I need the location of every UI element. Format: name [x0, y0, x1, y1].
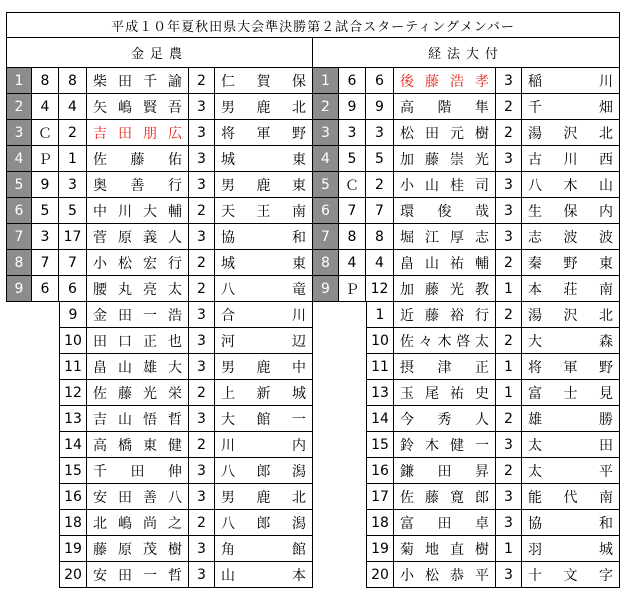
player-name: 中 川 大 輔 — [87, 198, 189, 224]
batting-order: 3 — [313, 120, 339, 146]
position: 9 — [339, 94, 366, 120]
grade: 3 — [189, 302, 215, 328]
player-name: 佐 々 木 啓 太 — [394, 328, 496, 354]
player-name: 藤 原 茂 樹 — [87, 536, 189, 562]
batting-order: 8 — [313, 250, 339, 276]
school-name: 太 田 — [522, 432, 620, 458]
batting-order: 2 — [313, 94, 339, 120]
position: 7 — [32, 250, 59, 276]
grade: 3 — [189, 94, 215, 120]
grade: 2 — [189, 250, 215, 276]
uniform-number: 15 — [59, 458, 87, 484]
player-name: 堀 江 厚 志 — [394, 224, 496, 250]
grade: 2 — [189, 380, 215, 406]
player-name: 富 田 卓 — [394, 510, 496, 536]
uniform-number: 13 — [59, 406, 87, 432]
uniform-number: 9 — [59, 302, 87, 328]
grade: 3 — [189, 562, 215, 588]
uniform-number: 18 — [59, 510, 87, 536]
batting-order: 5 — [6, 172, 32, 198]
grade: 3 — [189, 536, 215, 562]
grade: 2 — [496, 406, 522, 432]
player-name: 佐 藤 光 栄 — [87, 380, 189, 406]
player-name: 松 田 元 樹 — [394, 120, 496, 146]
uniform-number: 20 — [366, 562, 394, 588]
player-name: 菊 地 直 樹 — [394, 536, 496, 562]
player-name: 小 松 恭 平 — [394, 562, 496, 588]
player-name: 加 藤 崇 光 — [394, 146, 496, 172]
batting-order: 3 — [6, 120, 32, 146]
player-name: 摂 津 正 — [394, 354, 496, 380]
school-name: 羽 城 — [522, 536, 620, 562]
school-name: 八 竜 — [215, 276, 313, 302]
school-name: 大 館 一 — [215, 406, 313, 432]
school-name: 大 森 — [522, 328, 620, 354]
batting-order: 6 — [6, 198, 32, 224]
grade: 3 — [189, 224, 215, 250]
school-name: 将 軍 野 — [215, 120, 313, 146]
uniform-number: 5 — [59, 198, 87, 224]
grade: 2 — [496, 328, 522, 354]
player-name: 金 田 一 浩 — [87, 302, 189, 328]
player-name: 千 田 伸 — [87, 458, 189, 484]
player-name: 奥 善 行 — [87, 172, 189, 198]
player-name: 田 口 正 也 — [87, 328, 189, 354]
player-name: 柴 田 千 諭 — [87, 68, 189, 94]
school-name: 八 木 山 — [522, 172, 620, 198]
uniform-number: 11 — [366, 354, 394, 380]
school-name: 太 平 — [522, 458, 620, 484]
position: 3 — [32, 224, 59, 250]
grade: 3 — [496, 432, 522, 458]
school-name: 合 川 — [215, 302, 313, 328]
player-name: 畠 山 祐 輔 — [394, 250, 496, 276]
uniform-number: 16 — [59, 484, 87, 510]
position: 7 — [339, 198, 366, 224]
school-name: 天 王 南 — [215, 198, 313, 224]
school-name: 川 内 — [215, 432, 313, 458]
school-name: 本 荘 南 — [522, 276, 620, 302]
grade: 3 — [496, 172, 522, 198]
uniform-number: 1 — [366, 302, 394, 328]
grade: 2 — [496, 458, 522, 484]
uniform-number: 2 — [59, 120, 87, 146]
player-name: 北 嶋 尚 之 — [87, 510, 189, 536]
school-name: 角 館 — [215, 536, 313, 562]
player-name: 佐 藤 寛 郎 — [394, 484, 496, 510]
batting-order: 6 — [313, 198, 339, 224]
school-name: 雄 勝 — [522, 406, 620, 432]
school-name: 男 鹿 北 — [215, 484, 313, 510]
batting-order: 8 — [6, 250, 32, 276]
position: 5 — [339, 146, 366, 172]
uniform-number: 4 — [366, 250, 394, 276]
player-name: 矢 嶋 賢 吾 — [87, 94, 189, 120]
uniform-number: 3 — [366, 120, 394, 146]
grade: 3 — [189, 406, 215, 432]
batting-order: 1 — [6, 68, 32, 94]
batting-order: 5 — [313, 172, 339, 198]
school-name: 男 鹿 東 — [215, 172, 313, 198]
player-name: 後 藤 浩 孝 — [394, 68, 496, 94]
school-name: 将 軍 野 — [522, 354, 620, 380]
position: Ｃ — [32, 120, 59, 146]
school-name: 湯 沢 北 — [522, 120, 620, 146]
batting-order: 2 — [6, 94, 32, 120]
player-name: 吉 田 朋 広 — [87, 120, 189, 146]
position: 4 — [339, 250, 366, 276]
uniform-number: 19 — [366, 536, 394, 562]
uniform-number: 14 — [59, 432, 87, 458]
uniform-number: 11 — [59, 354, 87, 380]
position: 8 — [32, 68, 59, 94]
uniform-number: 17 — [366, 484, 394, 510]
player-name: 小 松 宏 行 — [87, 250, 189, 276]
grade: 2 — [496, 120, 522, 146]
batting-order: 9 — [6, 276, 32, 302]
player-name: 加 藤 光 教 — [394, 276, 496, 302]
grade: 3 — [189, 328, 215, 354]
position: Ｐ — [32, 146, 59, 172]
school-name: 能 代 南 — [522, 484, 620, 510]
school-name: 千 畑 — [522, 94, 620, 120]
player-name: 環 俊 哉 — [394, 198, 496, 224]
grade: 2 — [189, 68, 215, 94]
school-name: 協 和 — [522, 510, 620, 536]
school-name: 秦 野 東 — [522, 250, 620, 276]
player-name: 高 橋 東 健 — [87, 432, 189, 458]
batting-order: 4 — [6, 146, 32, 172]
uniform-number: 3 — [59, 172, 87, 198]
grade: 3 — [496, 146, 522, 172]
uniform-number: 14 — [366, 406, 394, 432]
uniform-number: 2 — [366, 172, 394, 198]
grade: 3 — [189, 354, 215, 380]
batting-order: 7 — [313, 224, 339, 250]
uniform-number: 7 — [366, 198, 394, 224]
uniform-number: 15 — [366, 432, 394, 458]
player-name: 菅 原 義 人 — [87, 224, 189, 250]
grade: 2 — [496, 250, 522, 276]
grade: 1 — [496, 354, 522, 380]
school-name: 協 和 — [215, 224, 313, 250]
position: Ｐ — [339, 276, 366, 302]
player-name: 小 山 桂 司 — [394, 172, 496, 198]
grade: 3 — [189, 458, 215, 484]
school-name: 上 新 城 — [215, 380, 313, 406]
grade: 3 — [496, 224, 522, 250]
uniform-number: 8 — [59, 68, 87, 94]
position: 6 — [32, 276, 59, 302]
grade: 1 — [496, 276, 522, 302]
uniform-number: 16 — [366, 458, 394, 484]
school-name: 稲 川 — [522, 68, 620, 94]
position: 8 — [339, 224, 366, 250]
school-name: 山 本 — [215, 562, 313, 588]
school-name: 富 士 見 — [522, 380, 620, 406]
position: 6 — [339, 68, 366, 94]
uniform-number: 18 — [366, 510, 394, 536]
grade: 2 — [496, 94, 522, 120]
position: 5 — [32, 198, 59, 224]
grade: 3 — [189, 120, 215, 146]
team-name: 経法大付 — [313, 38, 620, 68]
uniform-number: 17 — [59, 224, 87, 250]
grade: 2 — [189, 198, 215, 224]
school-name: 河 辺 — [215, 328, 313, 354]
page-title: 平成１０年夏秋田県大会準決勝第２試合スターティングメンバー — [6, 12, 620, 38]
school-name: 湯 沢 北 — [522, 302, 620, 328]
grade: 3 — [189, 484, 215, 510]
uniform-number: 12 — [366, 276, 394, 302]
school-name: 男 鹿 中 — [215, 354, 313, 380]
player-name: 安 田 善 八 — [87, 484, 189, 510]
uniform-number: 10 — [59, 328, 87, 354]
uniform-number: 1 — [59, 146, 87, 172]
uniform-number: 19 — [59, 536, 87, 562]
grade: 1 — [496, 380, 522, 406]
school-name: 城 東 — [215, 250, 313, 276]
batting-order: 9 — [313, 276, 339, 302]
uniform-number: 8 — [366, 224, 394, 250]
uniform-number: 12 — [59, 380, 87, 406]
grade: 3 — [189, 146, 215, 172]
player-name: 安 田 一 哲 — [87, 562, 189, 588]
uniform-number: 20 — [59, 562, 87, 588]
player-name: 鎌 田 昇 — [394, 458, 496, 484]
player-name: 腰 丸 亮 太 — [87, 276, 189, 302]
player-name: 佐 藤 佑 — [87, 146, 189, 172]
school-name: 八 郎 潟 — [215, 510, 313, 536]
grade: 3 — [496, 68, 522, 94]
player-name: 今 秀 人 — [394, 406, 496, 432]
position: 4 — [32, 94, 59, 120]
player-name: 高 階 隼 — [394, 94, 496, 120]
player-name: 近 藤 裕 行 — [394, 302, 496, 328]
position: 3 — [339, 120, 366, 146]
batting-order: 7 — [6, 224, 32, 250]
position: 9 — [32, 172, 59, 198]
player-name: 玉 尾 祐 史 — [394, 380, 496, 406]
uniform-number: 5 — [366, 146, 394, 172]
grade: 3 — [189, 172, 215, 198]
school-name: 八 郎 潟 — [215, 458, 313, 484]
player-name: 鈴 木 健 一 — [394, 432, 496, 458]
grade: 2 — [496, 302, 522, 328]
grade: 3 — [496, 198, 522, 224]
uniform-number: 6 — [59, 276, 87, 302]
team-name: 金足農 — [6, 38, 313, 68]
grade: 3 — [496, 510, 522, 536]
uniform-number: 6 — [366, 68, 394, 94]
grade: 2 — [189, 276, 215, 302]
uniform-number: 10 — [366, 328, 394, 354]
uniform-number: 13 — [366, 380, 394, 406]
school-name: 男 鹿 北 — [215, 94, 313, 120]
grade: 2 — [189, 510, 215, 536]
position: Ｃ — [339, 172, 366, 198]
uniform-number: 9 — [366, 94, 394, 120]
uniform-number: 4 — [59, 94, 87, 120]
player-name: 吉 山 悟 哲 — [87, 406, 189, 432]
school-name: 城 東 — [215, 146, 313, 172]
grade: 3 — [496, 562, 522, 588]
grade: 2 — [189, 432, 215, 458]
batting-order: 4 — [313, 146, 339, 172]
school-name: 志 波 波 — [522, 224, 620, 250]
school-name: 古 川 西 — [522, 146, 620, 172]
uniform-number: 7 — [59, 250, 87, 276]
grade: 1 — [496, 536, 522, 562]
school-name: 生 保 内 — [522, 198, 620, 224]
school-name: 仁 賀 保 — [215, 68, 313, 94]
grade: 3 — [496, 484, 522, 510]
player-name: 畠 山 雄 大 — [87, 354, 189, 380]
batting-order: 1 — [313, 68, 339, 94]
school-name: 十 文 字 — [522, 562, 620, 588]
